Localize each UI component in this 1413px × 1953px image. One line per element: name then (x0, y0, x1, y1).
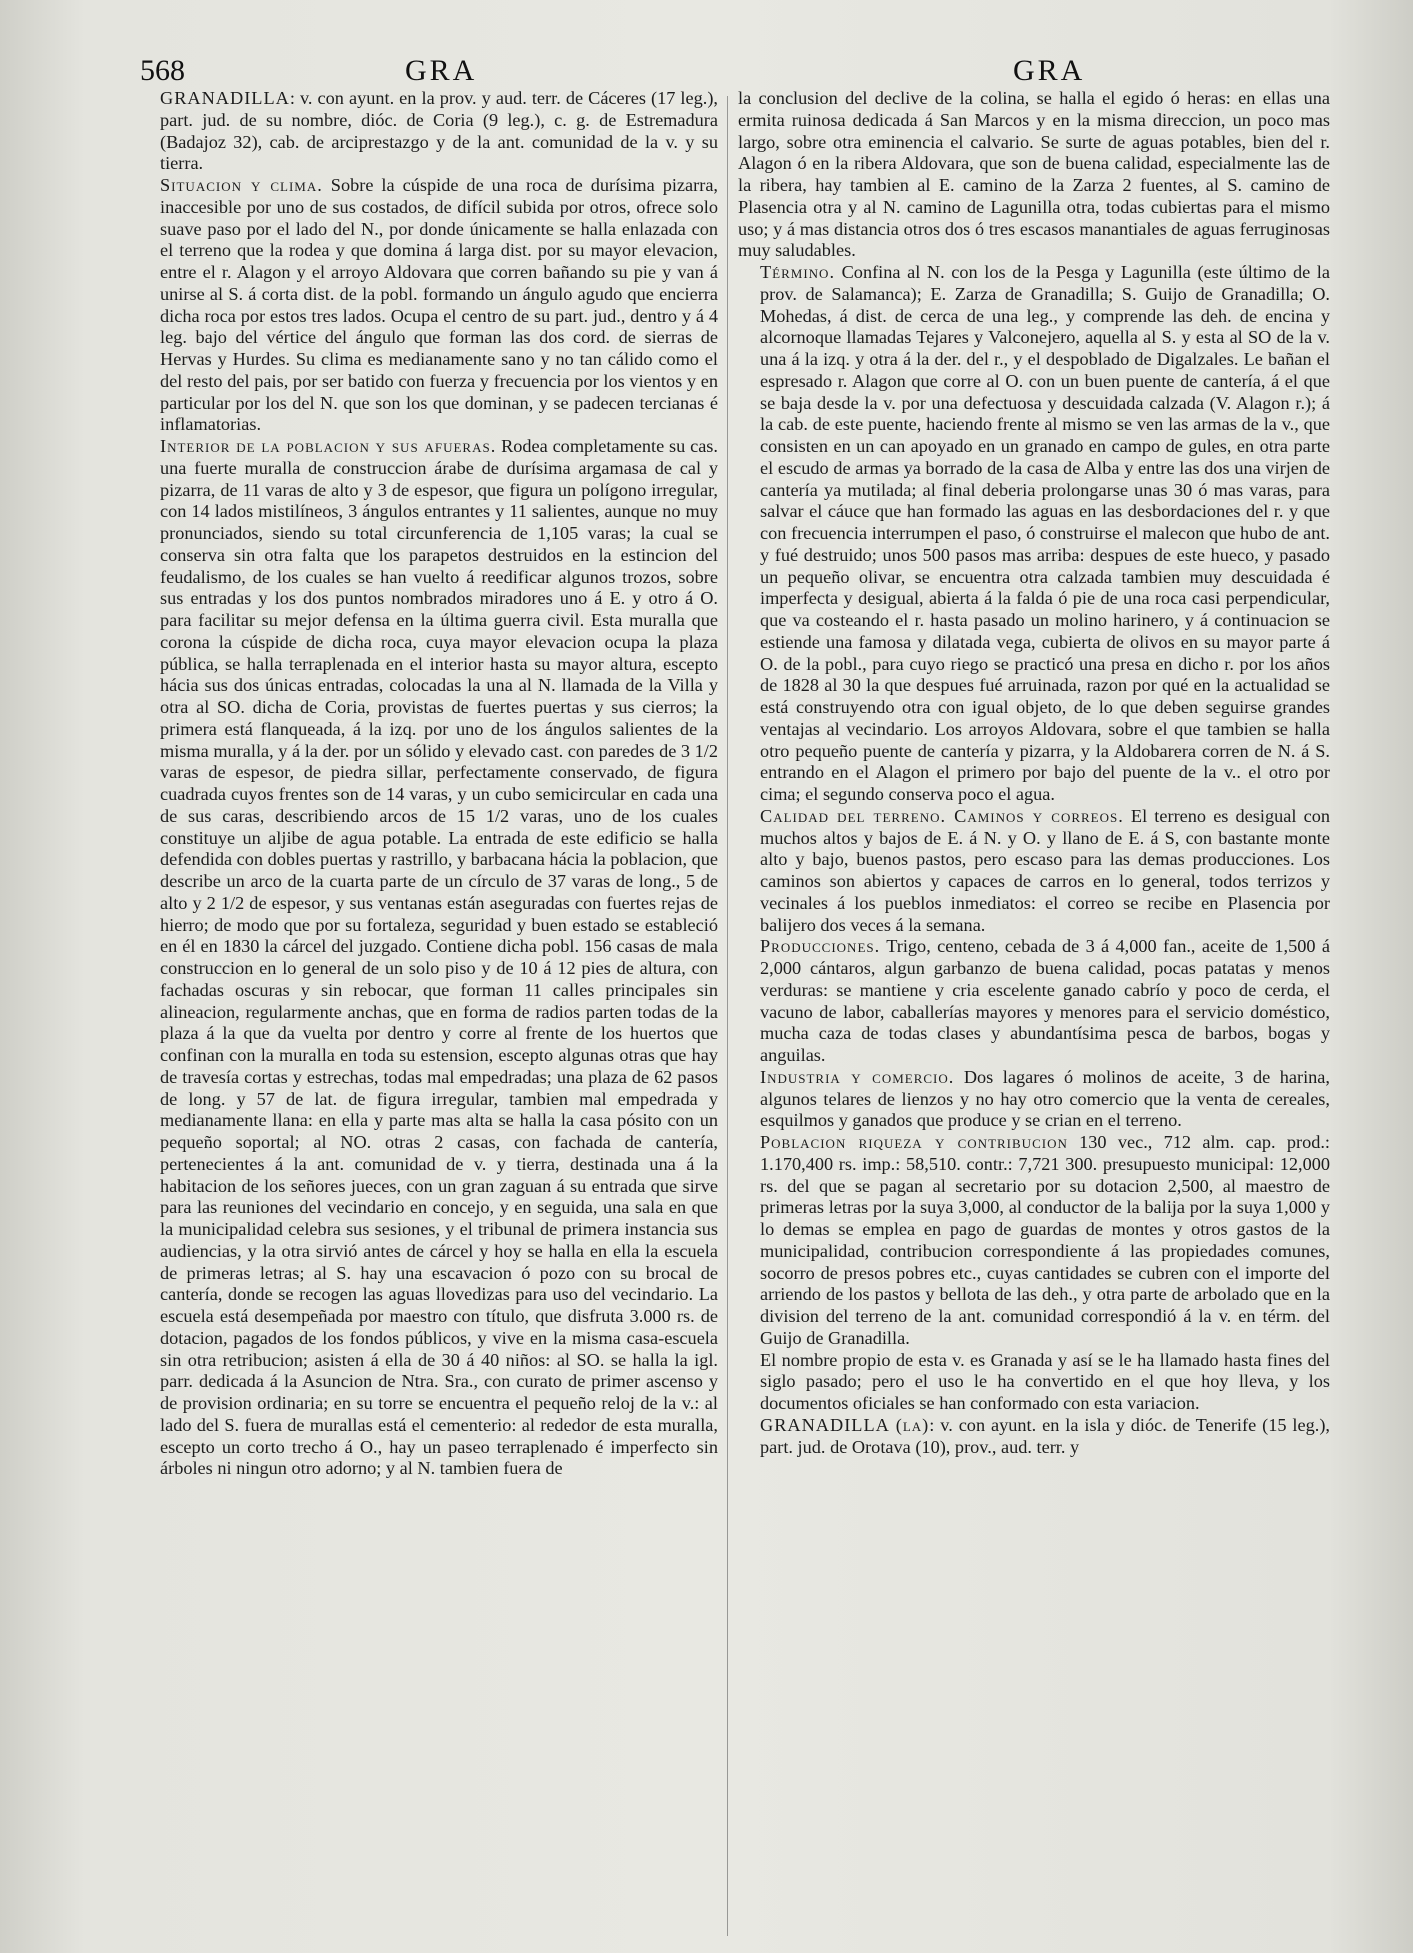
section-paragraph (738, 936, 1330, 1067)
right-column (738, 88, 1330, 1928)
section-paragraph (738, 262, 1330, 806)
section-heading: Término. (760, 262, 836, 282)
entry-text: : v. con ayunt. en la prov. y aud. terr. de Cáceres (17 leg.), part. jud. de su nombre, dióc. de Coria (9 leg.), c. g. de Estremadura (Badajoz 32), cab. de arciprestazgo y de la ant. comunidad de la v. y su tierra. (160, 88, 718, 174)
section-paragraph (738, 1067, 1330, 1132)
section-heading: Calidad del terreno. Caminos y correos. (760, 805, 1124, 826)
entry-text: : v. con ayunt. en la isla y dióc. de Tenerife (15 leg.), part. jud. de Orotava (10), prov., aud. terr. y (760, 1414, 1330, 1457)
section-text: la conclusion del declive de la colina, se halla el egido ó heras: en ellas una ermita ruinosa dedicada á San Marcos y en la misma direccion, un poco mas largo, sobre otra eminencia el calvario. Se surte de aguas potables, bien del r. Alagon ó en la ribera Aldovara, que son de buena calidad, especialmente las de la ribera, hay tambien al E. camino de la Zarza 2 fuentes, al S. camino de Plasencia otra y al N. camino de Lagunilla otra, todas cubiertas para el mismo uso; y á mas distancia otros dos ó tres escasos manantiales de aguas ferruginosas muy saludables. (738, 88, 1330, 261)
left-running-title: GRA (405, 54, 478, 87)
entry-heading: GRANADILLA (160, 88, 290, 108)
section-text: 130 vec., 712 alm. cap. prod.: 1.170,400 rs. imp.: 58,510. contr.: 7,721 300. presupuesto municipal: 12,000 rs. del que se pagan al secretario por su dotacion 2,500, al maestro de primeras letras por la suya 3,000, al conductor de la balija por la suya 1,000 y lo demas se emplea en pago de guardas de montes y otros gastos de la municipalidad, contribucion correspondiente á las propiedades comunes, socorro de presos pobres etc., cuyas cantidades se cubren con el importe del arriendo de los pastos y bellota de las deh., y otra parte de arbolado que en la division del terreno de la ant. comunidad correspondió á la v. en térm. del Guijo de Granadilla. (760, 1132, 1330, 1348)
section-heading: Industria y comercio. (760, 1066, 955, 1087)
entry-heading: GRANADILLA (la) (760, 1414, 930, 1435)
section-paragraph (738, 1132, 1330, 1350)
section-paragraph (138, 175, 718, 436)
page-number: 568 (140, 54, 185, 87)
section-text: Rodea completamente su cas. una fuerte muralla de construccion árabe de durísima argamasa de cal y pizarra, de 11 varas de alto y 3 de espesor, que figura un polígono irregular, con 14 lados mistilíneos, 3 ángulos entrantes y 11 salientes, aunque no muy pronunciados, siendo su total circunferencia de 1,105 varas; la cual se conserva sin otra falta que los parapetos destruidos en la estincion del feudalismo, de los cuales se han vuelto á reedificar algunos trozos, sobre sus entradas y los dos puntos nombrados miradores uno á E. y otro á O. para facilitar su mejor defensa en la última guerra civil. Esta muralla que corona la cúspide de dicha roca, cuya mayor elevacion ocupa la plaza pública, se halla terraplenada en el interior hasta su mayor altura, escepto hácia sus dos únicas entradas, colocadas la una al N. llamada de la Villa y otra al SO. dicha de Coria, provistas de fuertes puertas y sus cierros; la primera está flanqueada, á la izq. por uno de los ángulos salientes de la misma muralla, y á la der. por un sólido y elevado cast. con paredes de 3 1/2 varas de espesor, de piedra sillar, perfectamente conservado, de figura cuadrada cuyos frentes son de 14 varas, y un cubo semicircular en cada una de sus caras, describiendo arcos de 15 1/2 varas, uno de los cuales constituye un aljibe de agua potable. La entrada de este edificio se halla defendida con dobles puertas y rastrillo, y barbacana hácia la poblacion, que describe un arco de la cuarta parte de un círculo de 37 varas de long., 5 de alto y 2 1/2 de espesor, y sus ventanas están aseguradas con fuertes rejas de hierro; de modo que por su fortaleza, seguridad y buen estado se estableció en él en 1830 la cárcel del juzgado. Contiene dicha pobl. 156 casas de mala construccion en lo general de un solo piso y de 10 á 12 pies de altura, con fachadas oscuras y sin rebocar, que forman 11 calles principales sin alineacion, regularmente anchas, que en forma de radios parten todas de la plaza á la que da vuelta por dentro y corre al frente de los huertos que confinan con la muralla en toda su estension, escepto algunas otras que hay de travesía cortas y estrechas, todas mal empedradas; una plaza de 62 pasos de long. y 57 de lat. de figura irregular, tambien mal empedrada y medianamente llana: en ella y parte mas alta se halla la casa pósito con un pequeño soportal; al NO. otras 2 casas, con fachada de cantería, pertenecientes á la ant. comunidad de v. y tierra, destinada una á la habitacion de los señores jueces, con un gran zaguan á su entrada que sirve para las reuniones del vecindario en concejo, y en seguida, una sala en que la municipalidad celebra sus sesiones, y el tribunal de primera instancia sus audiencias, y la otra sirvió antes de cárcel y hoy se halla en ella la escuela de primeras letras; al S. hay una escavacion ó pozo con su brocal de cantería, donde se recogen las aguas llovedizas para uso del vecindario. La escuela está desempeñada por maestro con título, que disfruta 3.000 rs. de dotacion, pagados de los fondos públicos, y vive en la misma casa-escuela sin otra retribucion; asisten á ella de 30 á 40 niños: al SO. se halla la igl. parr. dedicada á la Asuncion de Ntra. Sra., con curato de primer ascenso y de provision ordinaria; en su torre se encuentra el pequeño reloj de la v.: al lado del S. fuera de murallas está el cementerio: al rededor de esta muralla, escepto un corto trecho á O., hay un paseo terraplenado é imperfecto sin árboles ni ningun otro adorno; y al N. tambien fuera de (160, 436, 718, 1479)
section-paragraph (738, 1350, 1330, 1415)
section-heading: Producciones. (760, 936, 881, 957)
section-heading: Poblacion riqueza y contribucion (760, 1132, 1068, 1152)
section-heading: Situacion y clima. (160, 175, 323, 195)
section-text: Sobre la cúspide de una roca de durísima pizarra, inaccesible por uno de sus costados, de difícil subida por otros, ofrece solo suave paso por el lado del N., por donde únicamente se halla enlazada con el terreno que la rodea y que domina á larga dist. por su mayor elevacion, entre el r. Alagon y el arroyo Aldovara que corren bañando su pie y van á unirse al S. á corta dist. de la pobl. formando un ángulo agudo que encierra dicha roca por estos tres lados. Ocupa el centro de su part. jud., dentro y á 4 leg. bajo del vértice del ángulo que forman las dos cord. de sierras de Hervas y Hurdes. Su clima es medianamente sano y no tan cálido como el del resto del pais, por ser batido con fuerza y frecuencia por los vientos y en particular por los del N. que son los que dominan, y se padecen tercianas é inflamatorias. (160, 175, 718, 435)
section-text: Dos lagares ó molinos de aceite, 3 de harina, algunos telares de lienzos y no hay otro comercio que la venta de cereales, esquilmos y ganados que produce y se crian en el terreno. (760, 1066, 1330, 1131)
section-text: El nombre propio de esta v. es Granada y así se le ha llamado hasta fines del siglo pasado; pero el uso le ha convertido en el que hoy lleva, y los documentos oficiales se han conformado con esta variacion. (760, 1349, 1330, 1413)
section-heading: Interior de la poblacion y sus afueras. (160, 436, 497, 456)
entry-paragraph (138, 88, 718, 175)
section-paragraph (738, 88, 1330, 262)
section-text: Confina al N. con los de la Pesga y Lagunilla (este último de la prov. de Salamanca); E. Zarza de Granadilla; S. Guijo de Granadilla; O. Mohedas, á dist. de cerca de una leg., y comprende las deh. de encina y alcornoque llamadas Tejares y Valconejero, aquella al S. y esta al SO de la v. una á la izq. y otra á la der. del r., y el despoblado de Digalzales. Le bañan el espresado r. Alagon que corre al O. con un buen puente de cantería, á el que se baja desde la v. por una defectuosa y descuidada calzada (V. Alagon r.); á la cab. de este puente, haciendo frente al mismo se ven las armas de la v., que consisten en un can apoyado en un granado en campo de gules, en otra parte el escudo de armas ya borrado de la casa de Alba y entre las dos una virjen de cantería ya mutilada; al final deberia prolongarse unas 30 ó mas varas, para salvar el cáuce que han formado las aguas en las desbordaciones del r. y que con frecuencia interrumpen el paso, ó construirse el malecon que hubo de ant. y fué destruido; unos 500 pasos mas arriba: despues de este hueco, y pasado un pequeño olivar, se encuentra otra calzada tambien muy descuidada é imperfecta y desigual, abierta á la falda ó pie de una roca casi perpendicular, que va costeando el r. hasta pasado un molino harinero, y á continuacion se estiende una famosa y dilatada vega, cubierta de olivos en su mayor parte á O. de la pobl., para cuyo riego se practicó una presa en dicho r. por los años de 1828 al 30 la que despues fué arruinada, razon por qué en la actualidad se está construyendo otra con igual objeto, de lo que deben seguirse grandes ventajas al vecindario. Los arroyos Aldovara, sobre el que tambien se halla otro pequeño puente de cantería y pizarra, y la Aldobarera corren de N. á S. entrando en el Alagon el primero por bajo del puente de la v.. el otro por cima; el segundo conserva poco el agua. (760, 262, 1330, 804)
left-column (138, 88, 718, 1928)
section-text: El terreno es desigual con muchos altos y bajos de E. á N. y O. y llano de E. á S, con bastante monte alto y bajo, buenos pastos, pero escaso para las demas producciones. Los caminos son abiertos y capaces de carros en lo general, todos terrizos y vecinales á los pueblos inmediatos: el correo se recibe en Plasencia por balijero dos veces á la semana. (760, 805, 1330, 935)
right-running-title: GRA (1013, 54, 1086, 87)
section-paragraph (138, 436, 718, 1480)
section-text: Trigo, centeno, cebada de 3 á 4,000 fan., aceite de 1,500 á 2,000 cántaros, algun garbanzo de buena calidad, pocas patatas y menos verduras: se mantiene y cria escelente ganado cabrío y poco de cerda, el vacuno de labor, caballerías mayores y menores para el servicio doméstico, mucha caza de todas clases y abundantísima pesca de barbos, bogas y anguilas. (760, 936, 1330, 1065)
page-header (0, 54, 1413, 90)
entry-paragraph (738, 1415, 1330, 1459)
section-paragraph (738, 806, 1330, 937)
column-divider (727, 96, 728, 1936)
